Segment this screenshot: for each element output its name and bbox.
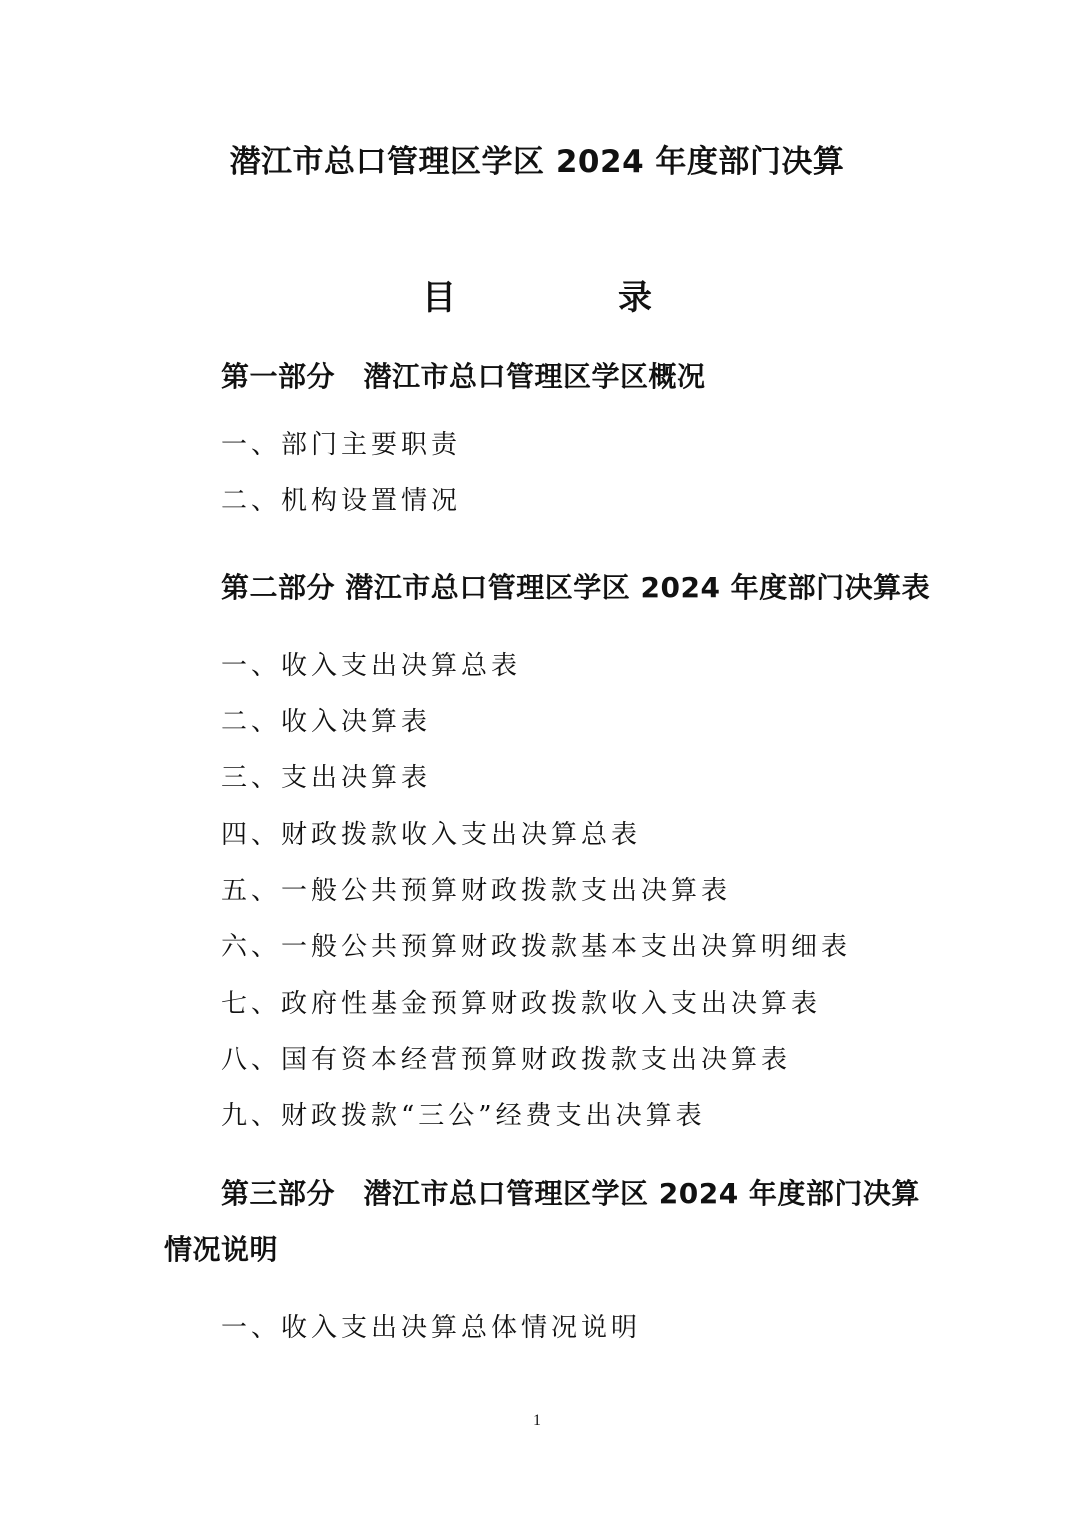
toc-item: 一、收入支出决算总体情况说明 [221, 1313, 642, 1343]
page-number: 1 [533, 1412, 541, 1429]
toc-item: 一、部门主要职责 [221, 430, 462, 460]
toc-item: 三、支出决算表 [221, 763, 432, 793]
part-3-heading: 第三部分 潜江市总口管理区学区 2024 年度部门决算 [221, 1177, 920, 1210]
document-title: 潜江市总口管理区学区 2024 年度部门决算 [229, 144, 845, 180]
toc-item: 八、国有资本经营预算财政拨款支出决算表 [221, 1045, 792, 1075]
toc-item: 七、政府性基金预算财政拨款收入支出决算表 [221, 989, 822, 1019]
part-1-heading: 第一部分 潜江市总口管理区学区概况 [221, 360, 706, 393]
toc-item: 九、财政拨款“三公”经费支出决算表 [221, 1101, 706, 1131]
toc-item: 六、一般公共预算财政拨款基本支出决算明细表 [221, 932, 852, 962]
toc-item: 五、一般公共预算财政拨款支出决算表 [221, 876, 732, 906]
part-2-heading: 第二部分 潜江市总口管理区学区 2024 年度部门决算表 [221, 571, 931, 604]
toc-item: 一、收入支出决算总表 [221, 651, 522, 681]
toc-item: 二、收入决算表 [221, 707, 432, 737]
toc-item: 四、财政拨款收入支出决算总表 [221, 820, 642, 850]
toc-title: 目 录 [422, 278, 716, 318]
part-3-heading-continued: 情况说明 [164, 1233, 279, 1266]
toc-item: 二、机构设置情况 [221, 486, 462, 516]
